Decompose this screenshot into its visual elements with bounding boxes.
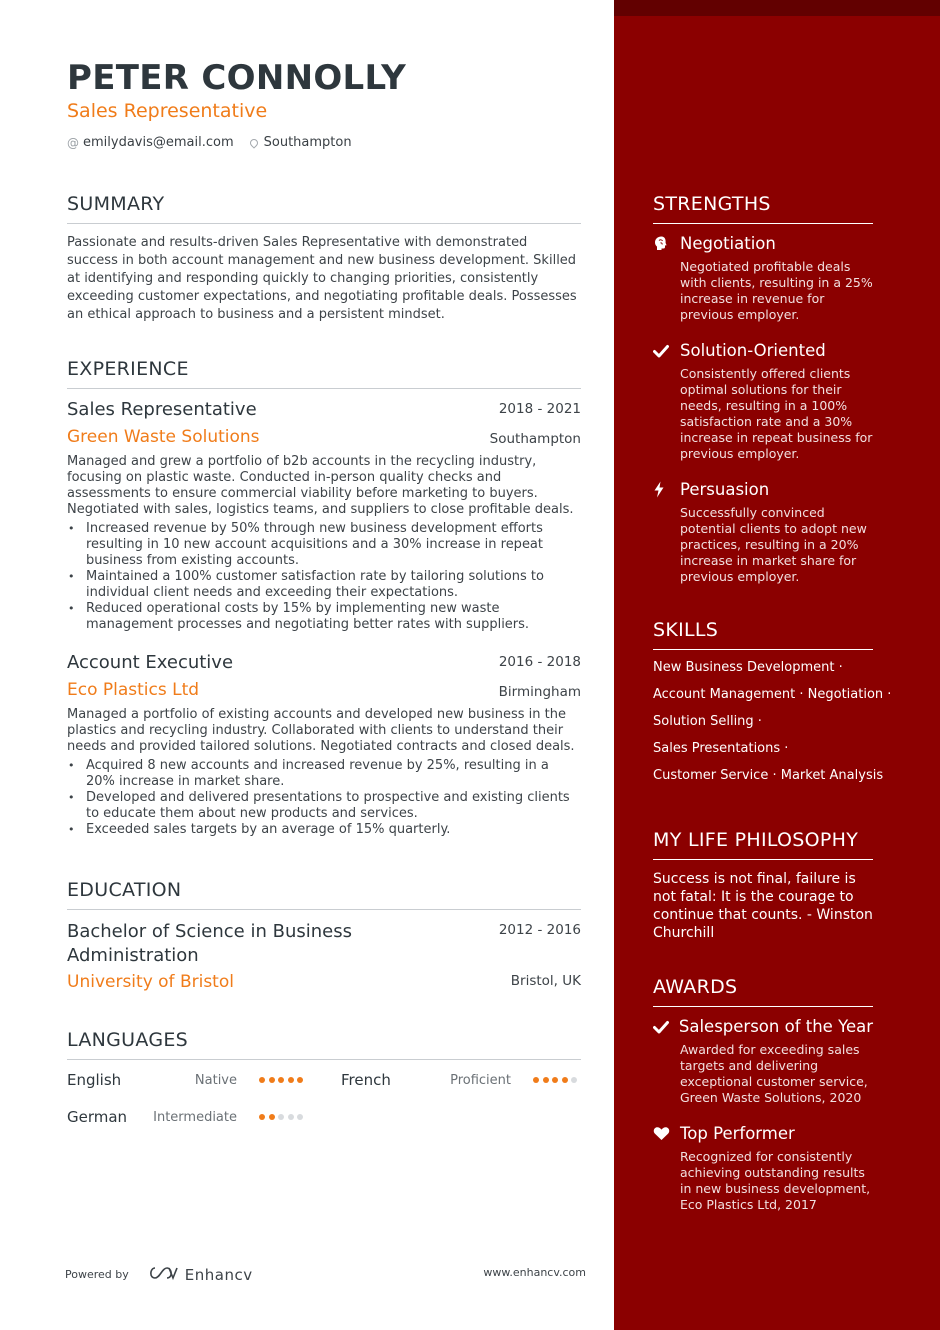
job-bullet: • Increased revenue by 50% through new business development efforts resulting in 10 new account acquisitions and a 30% increase in repeat business from existing accounts. [67, 521, 581, 569]
job-description: Managed a portfolio of existing accounts and developed new business in the plastics and recycling industry. Collaborated with clients to understand their needs and provided tailored solutions. Negotiated contracts and closed deals. [67, 707, 575, 754]
lightning-icon [653, 481, 680, 498]
rating-dot-empty [571, 1077, 577, 1083]
strength-title: Negotiation [680, 234, 776, 253]
rating-dot-filled [259, 1114, 265, 1120]
language-level: Native [194, 1073, 237, 1088]
job-bullet: • Acquired 8 new accounts and increased revenue by 25%, resulting in a 20% increase in market share. [67, 758, 581, 790]
strength-item [653, 234, 873, 323]
candidate-name: PETER CONNOLLY [67, 58, 407, 98]
check-icon [653, 1020, 679, 1034]
sidebar [614, 0, 940, 1330]
job-company: Green Waste Solutions [67, 427, 260, 447]
strength-item [653, 480, 873, 585]
job-bullets [67, 521, 581, 633]
section-title-summary: SUMMARY [67, 193, 581, 224]
email-link[interactable]: emilydavis@email.com [83, 135, 234, 150]
strength-description: Negotiated profitable deals with clients, resulting in a 25% increase in revenue for previous employer. [680, 259, 873, 322]
section-title-strengths: STRENGTHS [653, 193, 873, 224]
job-entry [67, 399, 581, 633]
award-title: Salesperson of the Year [678, 1017, 873, 1036]
contact-line [67, 135, 352, 150]
award-description: Recognized for consistently achieving outstanding results in new business development, Eco Plastics Ltd, 2017 [680, 1149, 871, 1212]
sidebar-top-bar [614, 0, 940, 16]
skill-row: New Business Development · [653, 660, 843, 675]
section-title-awards: AWARDS [653, 976, 873, 1007]
degree-line-1: Bachelor of Science in Business [67, 921, 352, 942]
philosophy-quote: Success is not final, failure is not fatal: It is the courage to continue that counts. - Winston Churchill [653, 871, 873, 941]
language-item [341, 1071, 581, 1091]
job-bullet: • Developed and delivered presentations to prospective and existing clients to educate them about new products and services. [67, 790, 581, 822]
language-name: English [67, 1071, 122, 1089]
rating-dot-filled [259, 1077, 265, 1083]
job-location: Southampton [489, 431, 581, 447]
brain-icon [653, 235, 680, 252]
strengths-section [653, 193, 873, 224]
job-location: Birmingham [498, 684, 581, 700]
rating-dot-filled [297, 1077, 303, 1083]
language-rating [259, 1077, 307, 1083]
philosophy-section [653, 829, 873, 942]
at-icon: @ [67, 135, 79, 150]
section-title-skills: SKILLS [653, 619, 873, 650]
rating-dot-empty [278, 1114, 284, 1120]
rating-dot-filled [269, 1114, 275, 1120]
school-name: University of Bristol [67, 972, 234, 992]
skill-row: Sales Presentations · [653, 741, 789, 756]
footer-url[interactable]: www.enhancv.com [483, 1266, 586, 1279]
section-title-languages: LANGUAGES [67, 1029, 581, 1060]
language-name: French [341, 1071, 391, 1089]
rating-dot-filled [552, 1077, 558, 1083]
language-item [67, 1071, 307, 1091]
education-dates: 2012 - 2016 [498, 922, 581, 938]
rating-dot-empty [297, 1114, 303, 1120]
location-text: Southampton [263, 135, 352, 150]
job-bullet: • Reduced operational costs by 15% by implementing new waste management processes and negotiating better rates with suppliers. [67, 601, 581, 633]
job-company: Eco Plastics Ltd [67, 680, 200, 700]
strength-title: Solution-Oriented [680, 341, 826, 360]
job-dates: 2018 - 2021 [498, 401, 581, 417]
education-section [67, 879, 581, 992]
heart-icon [653, 1126, 680, 1141]
skills-list [653, 660, 892, 790]
strength-title: Persuasion [680, 480, 770, 499]
language-item [67, 1108, 307, 1128]
enhancv-logo-icon [147, 1265, 179, 1284]
languages-section [67, 1029, 581, 1060]
strength-description: Successfully convinced potential clients to adopt new practices, resulting in a 20% increase in market share for previous employer. [680, 505, 867, 584]
brand-name[interactable]: Enhancv [184, 1265, 253, 1284]
job-entry [67, 652, 581, 838]
rating-dot-filled [543, 1077, 549, 1083]
rating-dot-empty [288, 1114, 294, 1120]
rating-dot-filled [269, 1077, 275, 1083]
skills-section [653, 619, 873, 650]
section-title-philosophy: MY LIFE PHILOSOPHY [653, 829, 873, 860]
job-description: Managed and grew a portfolio of b2b accounts in the recycling industry, focusing on plastic waste. Conducted in-person quality checks and assessments to ensure commercial viability before marketing to buyers. Negotiated with sales, logistics teams, and suppliers to close profitable deals. [67, 454, 574, 517]
job-dates: 2016 - 2018 [498, 654, 581, 670]
experience-section [67, 358, 581, 838]
summary-text: Passionate and results-driven Sales Representative with demonstrated success in both account management and new business development. Skilled at identifying and responding quickly to changing priorities, consistently exceeding customer expectations, and negotiating profitable deals. Possesses an ethical approach to business and a persistent mindset. [67, 235, 577, 322]
language-name: German [67, 1108, 128, 1126]
awards-section [653, 976, 873, 1007]
rating-dot-filled [533, 1077, 539, 1083]
degree-line-2: Administration [67, 945, 199, 966]
education-entry [67, 920, 581, 992]
section-title-experience: EXPERIENCE [67, 358, 581, 389]
language-rating [533, 1077, 581, 1083]
job-bullets [67, 758, 581, 838]
job-title: Sales Representative [67, 399, 257, 420]
section-title-education: EDUCATION [67, 879, 581, 910]
language-level: Proficient [450, 1073, 511, 1088]
location-pin-icon [248, 137, 259, 148]
award-item [653, 1124, 873, 1213]
school-location: Bristol, UK [510, 973, 581, 989]
summary-section [67, 193, 581, 324]
rating-dot-filled [278, 1077, 284, 1083]
job-bullet: • Maintained a 100% customer satisfaction rate by tailoring solutions to individual client needs and exceeding their expectations. [67, 569, 581, 601]
language-level: Intermediate [153, 1110, 237, 1125]
skill-row: Account Management · Negotiation · [653, 687, 892, 702]
check-icon [653, 344, 680, 358]
strength-item [653, 341, 873, 462]
award-description: Awarded for exceeding sales targets and delivering exceptional customer service, Green Waste Solutions, 2020 [680, 1042, 868, 1105]
skill-row: Customer Service · Market Analysis [653, 768, 884, 783]
rating-dot-filled [562, 1077, 568, 1083]
skill-row: Solution Selling · [653, 714, 762, 729]
strength-description: Consistently offered clients optimal solutions for their needs, resulting in a 100% satisfaction rate and a 30% increase in repeat business for previous employer. [680, 366, 873, 461]
rating-dot-filled [288, 1077, 294, 1083]
award-title: Top Performer [680, 1124, 795, 1143]
job-bullet: • Exceeded sales targets by an average of 15% quarterly. [67, 822, 581, 838]
footer-branding [65, 1265, 253, 1284]
job-title: Account Executive [67, 652, 234, 673]
powered-by-text: Powered by [65, 1268, 129, 1281]
award-item [653, 1017, 873, 1106]
candidate-role: Sales Representative [67, 100, 268, 122]
language-rating [259, 1114, 307, 1120]
